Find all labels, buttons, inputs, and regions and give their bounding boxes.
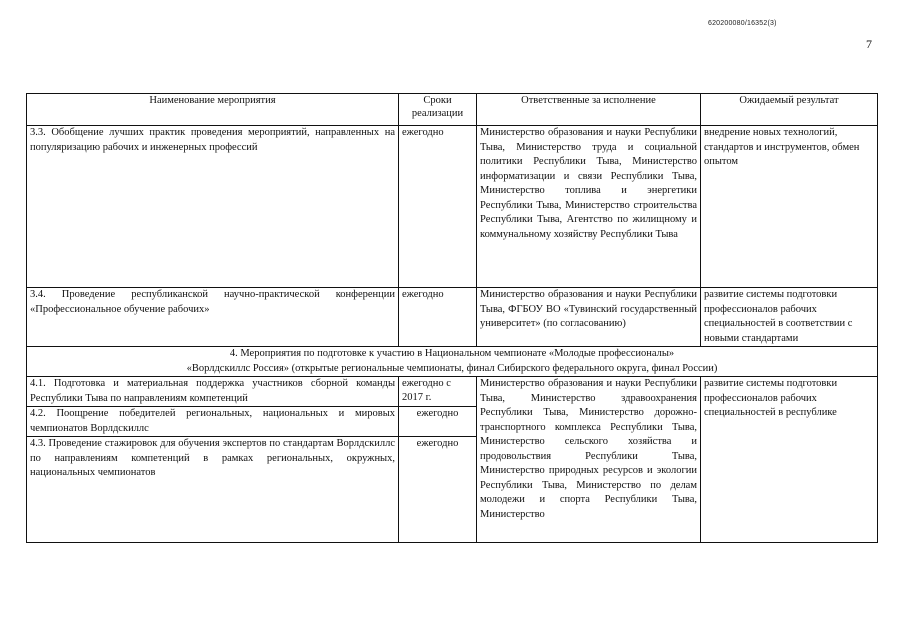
row-3-3-term: ежегодно: [399, 126, 477, 288]
row-3-4-name: 3.4. Проведение республиканской научно-практической конференции «Профессиональное обучение рабочих»: [27, 288, 399, 347]
row-4-3-term: ежегодно: [399, 437, 477, 543]
row-3-3-responsible: Министерство образования и науки Республики Тыва, Министерство труда и социальной политики Республики Тыва, Министерство информатизации и связи Республики Тыва, Министерство топлива и энергетики Республики Тыва, Министерство строительства Республики Тыва, Агентство по жилищному и коммунальному хозяйству Республики Тыва: [477, 126, 701, 288]
section-4-line-2: «Ворлдскиллс Россия» (открытые региональные чемпионаты, финал Сибирского федерального округа, финал России): [186, 362, 718, 374]
group-4-responsible: Министерство образования и науки Республики Тыва, Министерство здравоохранения Республики Тыва, Министерство дорожно-транспортного комплекса Республики Тыва, Министерство сельского хозяйства и продовольствия Республики Тыва, Министерство природных ресурсов и экологии Республики Тыва, Министерство по делам молодежи и спорта Республики Тыва, Министерство: [477, 377, 701, 543]
table-header-row: [27, 94, 878, 126]
row-3-4-result: развитие системы подготовки профессионалов рабочих специальностей в соответствии с новыми стандартами: [701, 288, 878, 347]
section-4-line-1: 4. Мероприятия по подготовке к участию в Национальном чемпионате «Молодые профессионалы»: [229, 348, 675, 359]
header-responsible: Ответственные за исполнение: [477, 94, 701, 126]
row-3-4-term: ежегодно: [399, 288, 477, 347]
row-4-2-name: 4.2. Поощрение победителей региональных, национальных и мировых чемпионатов Ворлдскиллс: [27, 407, 399, 437]
page-number: 7: [866, 37, 872, 51]
row-4-1-name: 4.1. Подготовка и материальная поддержка участников сборной команды Республики Тыва по направлениям компетенций: [27, 377, 399, 407]
section-4-heading: [27, 347, 878, 377]
header-term: Сроки реализации: [399, 94, 477, 126]
header-name: Наименование мероприятия: [27, 94, 399, 126]
row-4-3-name: 4.3. Проведение стажировок для обучения экспертов по стандартам Ворлдскиллс по направлениям компетенций в рамках региональных, окружных, национальных чемпионатов: [27, 437, 399, 543]
group-4-result: развитие системы подготовки профессионалов рабочих специальностей в республике: [701, 377, 878, 543]
document-number: 620200080/16352(3): [708, 20, 777, 27]
row-3-3-name: 3.3. Обобщение лучших практик проведения мероприятий, направленных на популяризацию рабочих и инженерных профессий: [27, 126, 399, 288]
section-heading-row: [27, 347, 878, 377]
row-3-4-responsible: Министерство образования и науки Республики Тыва, ФГБОУ ВО «Тувинский государственный университет» (по согласованию): [477, 288, 701, 347]
table-row: [27, 288, 878, 347]
table-row: [27, 126, 878, 288]
header-result: Ожидаемый результат: [701, 94, 878, 126]
row-4-1-term: ежегодно с 2017 г.: [399, 377, 477, 407]
table-row: [27, 377, 878, 407]
row-3-3-result: внедрение новых технологий, стандартов и инструментов, обмен опытом: [701, 126, 878, 288]
row-4-2-term: ежегодно: [399, 407, 477, 437]
measures-table: [26, 93, 878, 543]
